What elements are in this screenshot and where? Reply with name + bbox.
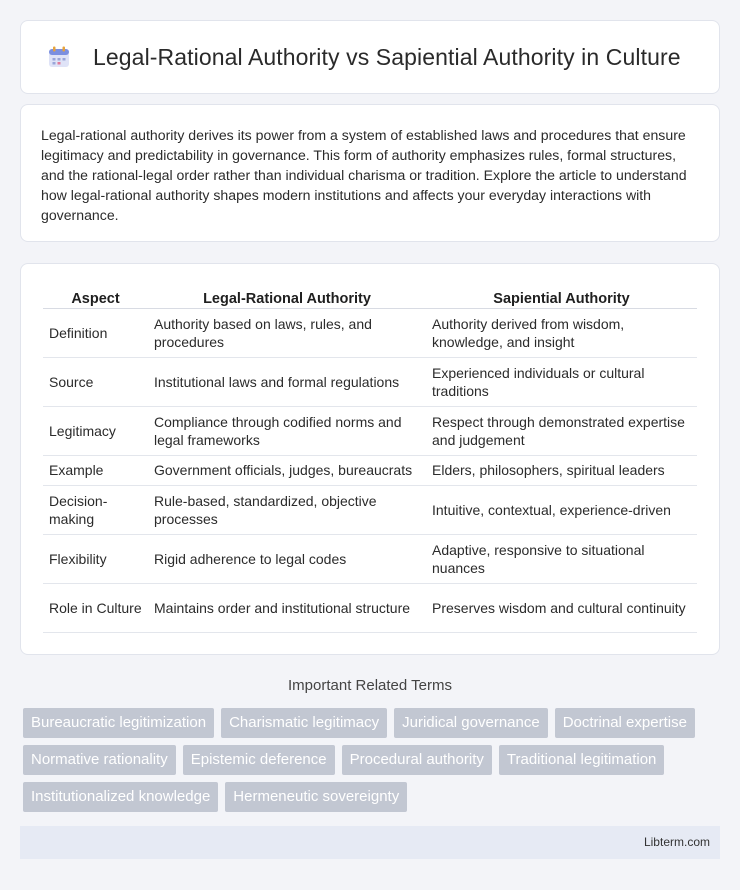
aspect-cell: Role in Culture [43, 583, 148, 632]
sapiential-cell: Experienced individuals or cultural traditions [426, 357, 697, 406]
related-terms-list [23, 708, 723, 819]
calendar-icon [47, 45, 71, 69]
related-term-tag[interactable]: Traditional legitimation [499, 745, 665, 775]
sapiential-cell: Authority derived from wisdom, knowledge, and insight [426, 308, 697, 357]
page-title: Legal-Rational Authority vs Sapiential Authority in Culture [93, 43, 681, 70]
related-term-tag[interactable]: Doctrinal expertise [555, 708, 695, 738]
header-sapiential: Sapiential Authority [426, 284, 697, 308]
footer [20, 826, 720, 859]
related-term-tag[interactable]: Charismatic legitimacy [221, 708, 387, 738]
table-row [43, 534, 697, 583]
legal-cell: Institutional laws and formal regulations [148, 357, 426, 406]
title-card [20, 20, 720, 94]
related-term-tag[interactable]: Normative rationality [23, 745, 176, 775]
legal-cell: Maintains order and institutional structure [148, 583, 426, 632]
aspect-cell: Flexibility [43, 534, 148, 583]
related-terms-title: Important Related Terms [288, 677, 452, 694]
table-row [43, 485, 697, 534]
intro-text: Legal-rational authority derives its power from a system of established laws and procedures that ensure legitimacy and predictability in governance. This form of authority emphasizes rules, formal structures, and the rational-legal order rather than individual charisma or tradition. Explore the article to understand how legal-rational authority shapes modern institutions and affects your everyday interactions with governance. [41, 127, 687, 223]
legal-cell: Compliance through codified norms and legal frameworks [148, 406, 426, 455]
sapiential-cell: Intuitive, contextual, experience-driven [426, 485, 697, 534]
sapiential-cell: Respect through demonstrated expertise and judgement [426, 406, 697, 455]
aspect-cell: Legitimacy [43, 406, 148, 455]
aspect-cell: Decision-making [43, 485, 148, 534]
footer-site-link[interactable]: Libterm.com [643, 835, 710, 849]
table-header-row [43, 284, 697, 308]
aspect-cell: Definition [43, 308, 148, 357]
sapiential-cell: Adaptive, responsive to situational nuances [426, 534, 697, 583]
intro-card [20, 104, 720, 242]
table-row [43, 583, 697, 632]
legal-cell: Government officials, judges, bureaucrats [148, 455, 426, 485]
legal-cell: Rigid adherence to legal codes [148, 534, 426, 583]
comparison-card [20, 263, 720, 655]
sapiential-cell: Preserves wisdom and cultural continuity [426, 583, 697, 632]
related-term-tag[interactable]: Hermeneutic sovereignty [225, 782, 407, 812]
header-legal-rational: Legal-Rational Authority [148, 284, 426, 308]
related-term-tag[interactable]: Bureaucratic legitimization [23, 708, 214, 738]
legal-cell: Authority based on laws, rules, and procedures [148, 308, 426, 357]
related-term-tag[interactable]: Juridical governance [394, 708, 548, 738]
table-row [43, 455, 697, 485]
related-term-tag[interactable]: Epistemic deference [183, 745, 335, 775]
legal-cell: Rule-based, standardized, objective processes [148, 485, 426, 534]
table-row [43, 357, 697, 406]
header-aspect: Aspect [43, 284, 148, 308]
aspect-cell: Source [43, 357, 148, 406]
table-row [43, 406, 697, 455]
sapiential-cell: Elders, philosophers, spiritual leaders [426, 455, 697, 485]
related-term-tag[interactable]: Procedural authority [342, 745, 492, 775]
aspect-cell: Example [43, 455, 148, 485]
related-term-tag[interactable]: Institutionalized knowledge [23, 782, 218, 812]
comparison-table [43, 284, 697, 633]
table-row [43, 308, 697, 357]
